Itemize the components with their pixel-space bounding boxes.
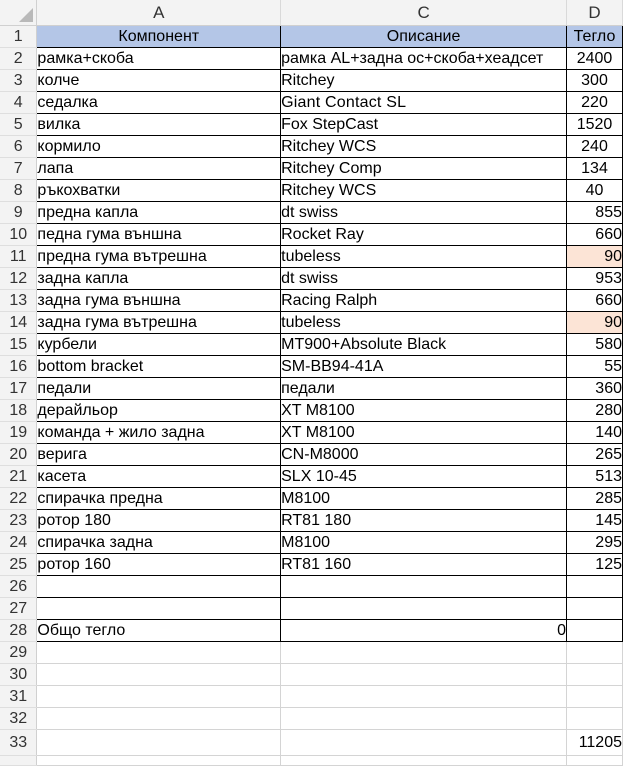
row-header[interactable]: 8	[0, 180, 37, 202]
weight-cell[interactable]: 240	[567, 136, 623, 158]
row-header[interactable]: 12	[0, 268, 37, 290]
row-header[interactable]: 27	[0, 598, 37, 620]
row-header[interactable]: 31	[0, 686, 37, 708]
description-cell[interactable]: XT M8100	[281, 400, 567, 422]
select-all-corner[interactable]	[0, 0, 37, 26]
component-cell[interactable]: задна гума вътрешна	[37, 312, 281, 334]
empty-cell[interactable]	[281, 598, 567, 620]
weight-cell[interactable]: 220	[567, 92, 623, 114]
empty-cell[interactable]	[281, 642, 567, 664]
component-cell[interactable]: вилка	[37, 114, 281, 136]
empty-cell[interactable]	[281, 686, 567, 708]
weight-cell[interactable]: 295	[567, 532, 623, 554]
weight-cell[interactable]: 125	[567, 554, 623, 576]
weight-cell[interactable]: 2400	[567, 48, 623, 70]
weight-cell[interactable]: 360	[567, 378, 623, 400]
description-cell[interactable]: педали	[281, 378, 567, 400]
row-header[interactable]: 24	[0, 532, 37, 554]
empty-cell[interactable]	[37, 686, 281, 708]
empty-cell[interactable]	[567, 598, 623, 620]
total-value-cell[interactable]: 0	[281, 620, 567, 642]
weight-cell[interactable]: 1520	[567, 114, 623, 136]
description-cell[interactable]: tubeless	[281, 246, 567, 268]
empty-cell[interactable]	[37, 664, 281, 686]
empty-cell[interactable]	[37, 708, 281, 730]
row-header[interactable]: 28	[0, 620, 37, 642]
row-header[interactable]: 29	[0, 642, 37, 664]
total-label-cell[interactable]: Общо тегло	[37, 620, 281, 642]
select-all-icon	[19, 8, 33, 22]
empty-cell[interactable]	[567, 642, 623, 664]
row-header[interactable]: 30	[0, 664, 37, 686]
component-cell[interactable]: ротор 160	[37, 554, 281, 576]
row-header[interactable]: 26	[0, 576, 37, 598]
component-cell[interactable]: седалка	[37, 92, 281, 114]
weight-cell[interactable]: 40	[567, 180, 623, 202]
row-header[interactable]: 4	[0, 92, 37, 114]
row-header[interactable]: 19	[0, 422, 37, 444]
empty-cell[interactable]	[37, 756, 281, 766]
weight-cell[interactable]: 300	[567, 70, 623, 92]
empty-cell[interactable]	[281, 664, 567, 686]
weight-cell[interactable]: 90	[567, 246, 623, 268]
component-cell[interactable]: ръкохватки	[37, 180, 281, 202]
row-header[interactable]: 33	[0, 730, 37, 756]
description-cell[interactable]: M8100	[281, 532, 567, 554]
row-header[interactable]: 21	[0, 466, 37, 488]
description-cell[interactable]: tubeless	[281, 312, 567, 334]
header-weight[interactable]: Тегло	[567, 26, 623, 48]
description-cell[interactable]: M8100	[281, 488, 567, 510]
row-header[interactable]: 6	[0, 136, 37, 158]
empty-cell[interactable]	[281, 576, 567, 598]
component-cell[interactable]: рамка+скоба	[37, 48, 281, 70]
row-header[interactable]: 2	[0, 48, 37, 70]
weight-cell[interactable]: 145	[567, 510, 623, 532]
row-header[interactable]: 16	[0, 356, 37, 378]
empty-cell[interactable]	[567, 708, 623, 730]
weight-cell[interactable]: 134	[567, 158, 623, 180]
component-cell[interactable]: верига	[37, 444, 281, 466]
weight-cell[interactable]: 265	[567, 444, 623, 466]
description-cell[interactable]: RT81 160	[281, 554, 567, 576]
component-cell[interactable]: bottom bracket	[37, 356, 281, 378]
component-cell[interactable]: предна капла	[37, 202, 281, 224]
component-cell[interactable]: дерайльор	[37, 400, 281, 422]
row-header[interactable]: 22	[0, 488, 37, 510]
weight-cell[interactable]: 660	[567, 224, 623, 246]
description-cell[interactable]: MT900+Absolute Black	[281, 334, 567, 356]
weight-cell[interactable]: 140	[567, 422, 623, 444]
empty-cell[interactable]	[281, 756, 567, 766]
row-header[interactable]: 25	[0, 554, 37, 576]
empty-cell[interactable]	[567, 620, 623, 642]
row-header[interactable]: 11	[0, 246, 37, 268]
weight-cell[interactable]: 55	[567, 356, 623, 378]
description-cell[interactable]: SLX 10-45	[281, 466, 567, 488]
row-header[interactable]: 17	[0, 378, 37, 400]
sum-value-cell[interactable]: 11205	[567, 730, 623, 756]
row-header[interactable]: 13	[0, 290, 37, 312]
row-header[interactable]	[0, 756, 37, 766]
component-cell[interactable]: колче	[37, 70, 281, 92]
description-cell[interactable]: рамка AL+задна ос+скоба+хеадсет	[281, 48, 567, 70]
weight-cell[interactable]: 660	[567, 290, 623, 312]
empty-cell[interactable]	[567, 664, 623, 686]
description-cell[interactable]: Ritchey WCS	[281, 180, 567, 202]
description-cell[interactable]: Ritchey	[281, 70, 567, 92]
row-header[interactable]: 10	[0, 224, 37, 246]
description-cell[interactable]: dt swiss	[281, 268, 567, 290]
description-cell[interactable]: Giant Contact SL	[281, 92, 567, 114]
component-cell[interactable]: спирачка задна	[37, 532, 281, 554]
empty-cell[interactable]	[281, 730, 567, 756]
weight-cell[interactable]: 855	[567, 202, 623, 224]
component-cell[interactable]: педали	[37, 378, 281, 400]
row-header[interactable]: 5	[0, 114, 37, 136]
row-header[interactable]: 18	[0, 400, 37, 422]
description-cell[interactable]: XT M8100	[281, 422, 567, 444]
header-description[interactable]: Описание	[281, 26, 567, 48]
empty-cell[interactable]	[37, 730, 281, 756]
row-header[interactable]: 20	[0, 444, 37, 466]
component-cell[interactable]: педна гума външна	[37, 224, 281, 246]
component-cell[interactable]: предна гума вътрешна	[37, 246, 281, 268]
weight-cell[interactable]: 953	[567, 268, 623, 290]
weight-cell[interactable]: 285	[567, 488, 623, 510]
description-cell[interactable]: Ritchey Comp	[281, 158, 567, 180]
header-component[interactable]: Компонент	[37, 26, 281, 48]
column-header-c[interactable]: C	[281, 0, 567, 26]
weight-cell[interactable]: 90	[567, 312, 623, 334]
empty-cell[interactable]	[37, 576, 281, 598]
empty-cell[interactable]	[567, 576, 623, 598]
description-cell[interactable]: Racing Ralph	[281, 290, 567, 312]
description-cell[interactable]: SM-BB94-41A	[281, 356, 567, 378]
description-cell[interactable]: dt swiss	[281, 202, 567, 224]
weight-cell[interactable]: 513	[567, 466, 623, 488]
weight-cell[interactable]: 580	[567, 334, 623, 356]
component-cell[interactable]: лапа	[37, 158, 281, 180]
component-cell[interactable]: кормило	[37, 136, 281, 158]
component-cell[interactable]: спирачка предна	[37, 488, 281, 510]
row-header[interactable]: 1	[0, 26, 37, 48]
row-header[interactable]: 15	[0, 334, 37, 356]
row-header[interactable]: 23	[0, 510, 37, 532]
empty-cell[interactable]	[37, 598, 281, 620]
empty-cell[interactable]	[567, 686, 623, 708]
component-cell[interactable]: ротор 180	[37, 510, 281, 532]
component-cell[interactable]: задна гума външна	[37, 290, 281, 312]
description-cell[interactable]: Fox StepCast	[281, 114, 567, 136]
weight-cell[interactable]: 280	[567, 400, 623, 422]
component-cell[interactable]: курбели	[37, 334, 281, 356]
row-header[interactable]: 3	[0, 70, 37, 92]
row-header[interactable]: 14	[0, 312, 37, 334]
row-header[interactable]: 7	[0, 158, 37, 180]
column-header-d[interactable]: D	[567, 0, 623, 26]
component-cell[interactable]: касета	[37, 466, 281, 488]
row-header[interactable]: 32	[0, 708, 37, 730]
component-cell[interactable]: задна капла	[37, 268, 281, 290]
empty-cell[interactable]	[281, 708, 567, 730]
column-header-a[interactable]: A	[37, 0, 281, 26]
description-cell[interactable]: CN-M8000	[281, 444, 567, 466]
description-cell[interactable]: Rocket Ray	[281, 224, 567, 246]
description-cell[interactable]: Ritchey WCS	[281, 136, 567, 158]
component-cell[interactable]: команда + жило задна	[37, 422, 281, 444]
empty-cell[interactable]	[567, 756, 623, 766]
description-cell[interactable]: RT81 180	[281, 510, 567, 532]
row-header[interactable]: 9	[0, 202, 37, 224]
empty-cell[interactable]	[37, 642, 281, 664]
